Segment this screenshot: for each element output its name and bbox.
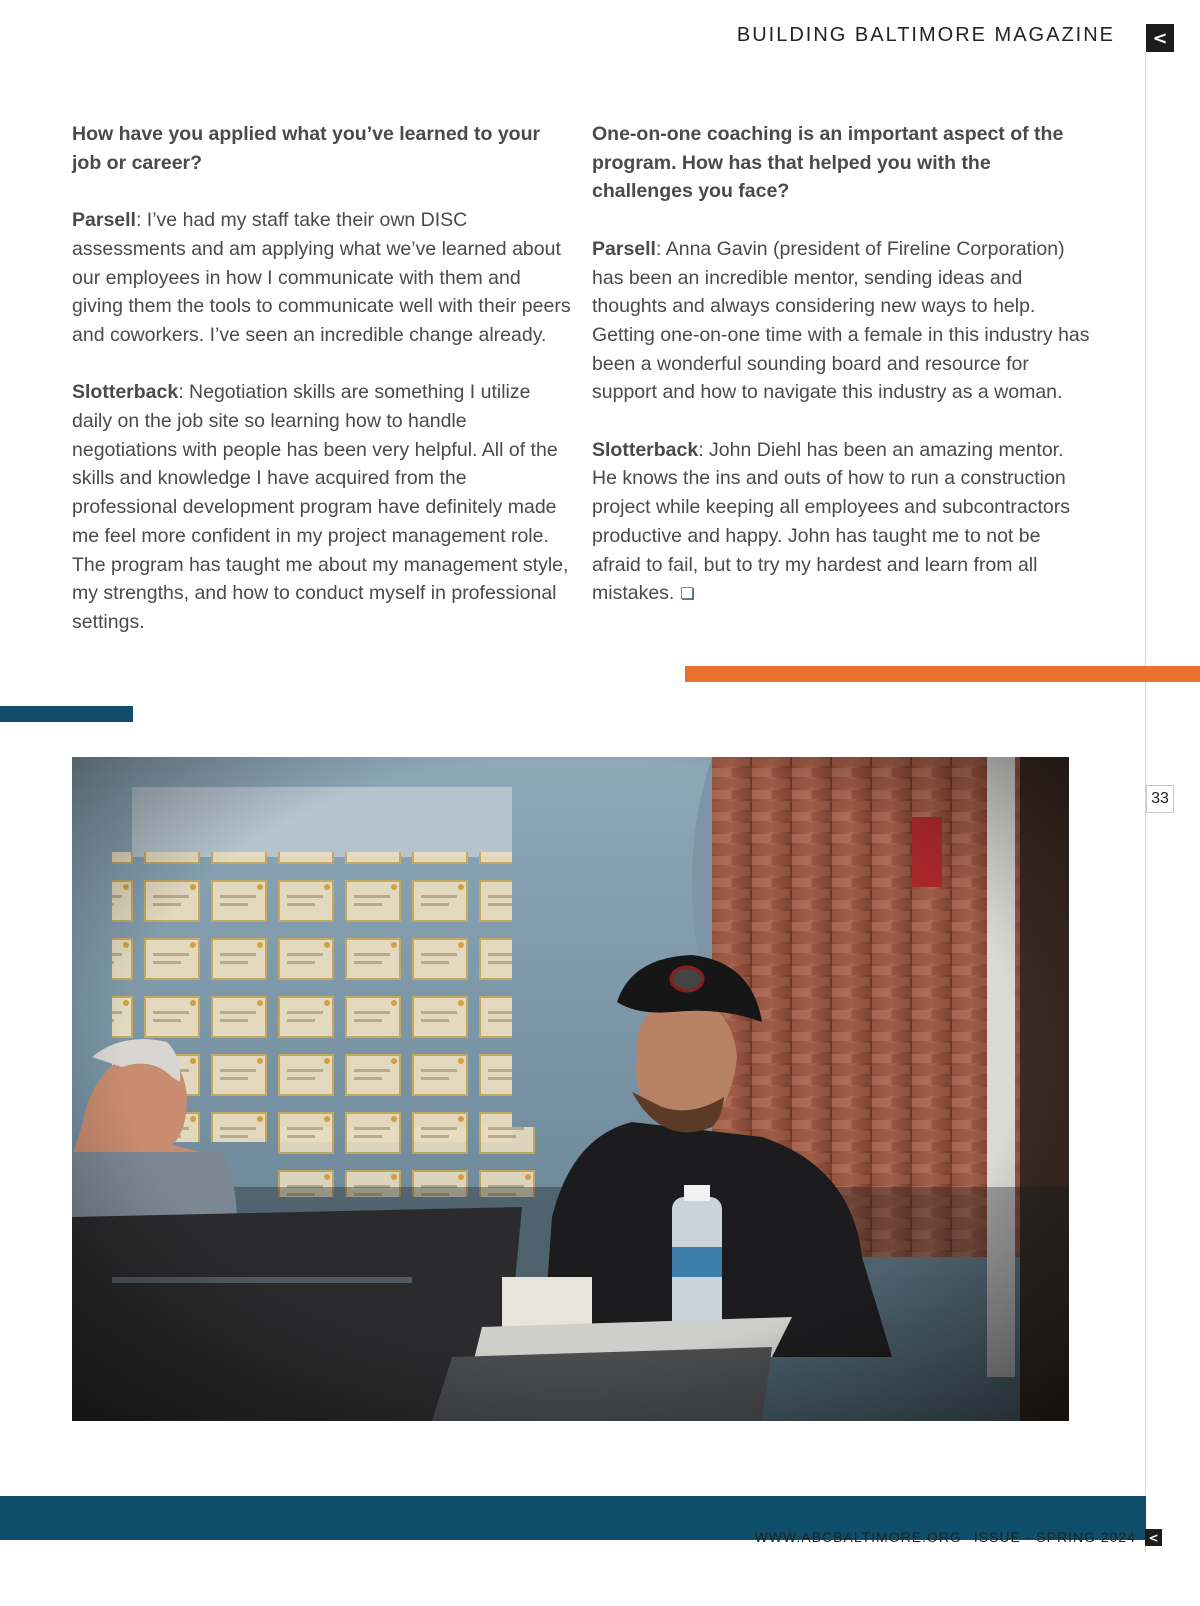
speaker-name: Parsell xyxy=(72,209,136,232)
question-heading: How have you applied what you’ve learned to your job or career? xyxy=(72,123,541,174)
answer-paragraph xyxy=(72,206,572,350)
answer-text: : John Diehl has been an amazing mentor. He knows the ins and outs of how to run a construction project while keeping all employees and subcontractors productive and happy. John has taught me to not be afraid to fail, but to try my hardest and learn from all mistakes. xyxy=(592,438,1071,605)
photo-illustration xyxy=(72,757,1069,1421)
orange-accent-bar xyxy=(685,666,1200,682)
left-column xyxy=(72,120,572,665)
answer-paragraph xyxy=(592,436,1092,610)
footer xyxy=(743,1529,1136,1546)
magazine-title: BUILDING BALTIMORE MAGAZINE xyxy=(736,24,1115,46)
speaker-name: Parsell xyxy=(592,237,656,260)
speaker-name: Slotterback xyxy=(592,438,699,461)
article-photo xyxy=(72,757,1069,1421)
page-number: 33 xyxy=(1146,785,1174,813)
answer-paragraph xyxy=(592,235,1092,407)
speaker-name: Slotterback xyxy=(72,381,179,404)
answer-text: : Negotiation skills are something I utilize daily on the job site so learning how to handle negotiations with people has been very helpful. All of the skills and knowledge I have acquired from the professional development program have definitely made me feel more confident in my project management role. The program has taught me about my management style, my strengths, and how to conduct myself in professional settings. xyxy=(72,381,569,633)
answer-text: : Anna Gavin (president of Fireline Corporation) has been an incredible mentor, sending ideas and thoughts and always considering new ways to help. Getting one-on-one time with a female in this industry has been a wonderful sounding board and resource for support and how to navigate this industry as a woman. xyxy=(592,237,1090,404)
footer-issue: ISSUE - SPRING 2024 xyxy=(973,1529,1136,1545)
question-heading: One-on-one coaching is an important aspect of the program. How has that helped you with the challenges you face? xyxy=(592,123,1064,203)
footer-website[interactable]: WWW.ABCBALTIMORE.ORG xyxy=(754,1529,962,1545)
back-arrow-icon[interactable]: < xyxy=(1145,1529,1162,1546)
back-arrow-icon[interactable]: < xyxy=(1146,24,1174,52)
end-of-article-icon: ❏ xyxy=(680,586,695,604)
answer-text: : I’ve had my staff take their own DISC assessments and am applying what we’ve learned about our employees in how I communicate with them and giving them the tools to communicate well with their peers and coworkers. I’ve seen an incredible change already. xyxy=(72,209,571,346)
right-column xyxy=(592,120,1092,639)
teal-accent-bar xyxy=(0,706,133,722)
answer-paragraph xyxy=(72,378,572,636)
